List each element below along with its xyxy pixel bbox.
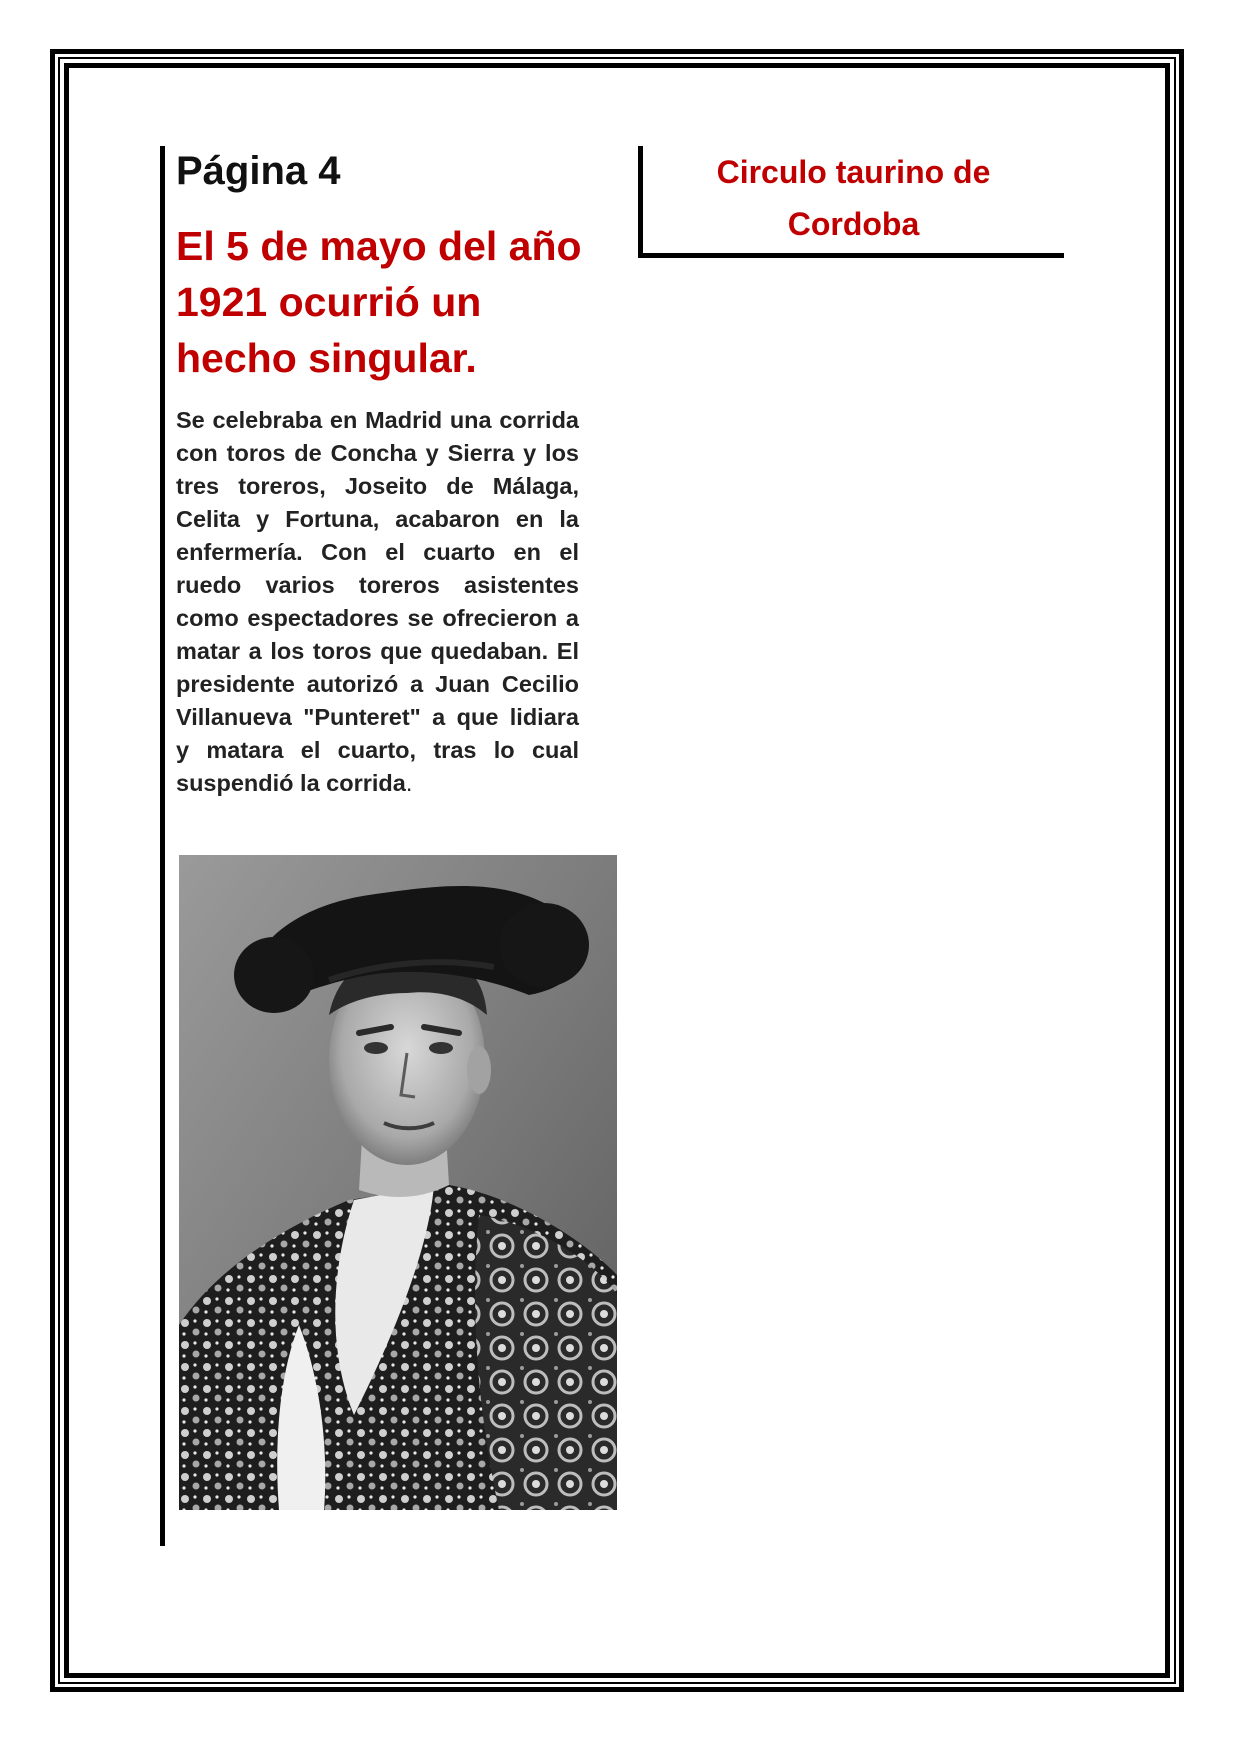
left-column-rule xyxy=(160,146,165,1546)
page-number-label: Página 4 xyxy=(176,149,341,193)
sidebar-title xyxy=(643,146,1064,250)
article-headline: El 5 de mayo del año 1921 ocurrió un hecho singular. xyxy=(176,223,582,381)
article-body-text: Se celebraba en Madrid una corrida con toros de Concha y Sierra y los tres toreros, Joseito de Málaga, Celita y Fortuna, acabaron en la enfermería. Con el cuarto en el ruedo varios toreros asistentes como espectadores se ofrecieron a matar a los toros que quedaban. El presidente autorizó a Juan Cecilio Villanueva "Punteret" a que lidiara y matara el cuarto, tras lo cual suspendió la corrida xyxy=(176,407,579,796)
article-body xyxy=(176,404,579,800)
sidebar-title-line1: Circulo taurino de xyxy=(716,154,991,190)
bullfighter-photo xyxy=(179,855,617,1510)
sidebar-title-line2: Cordoba xyxy=(787,206,920,242)
article-body-trail: . xyxy=(405,770,413,796)
bullfighter-portrait-image xyxy=(179,855,617,1510)
